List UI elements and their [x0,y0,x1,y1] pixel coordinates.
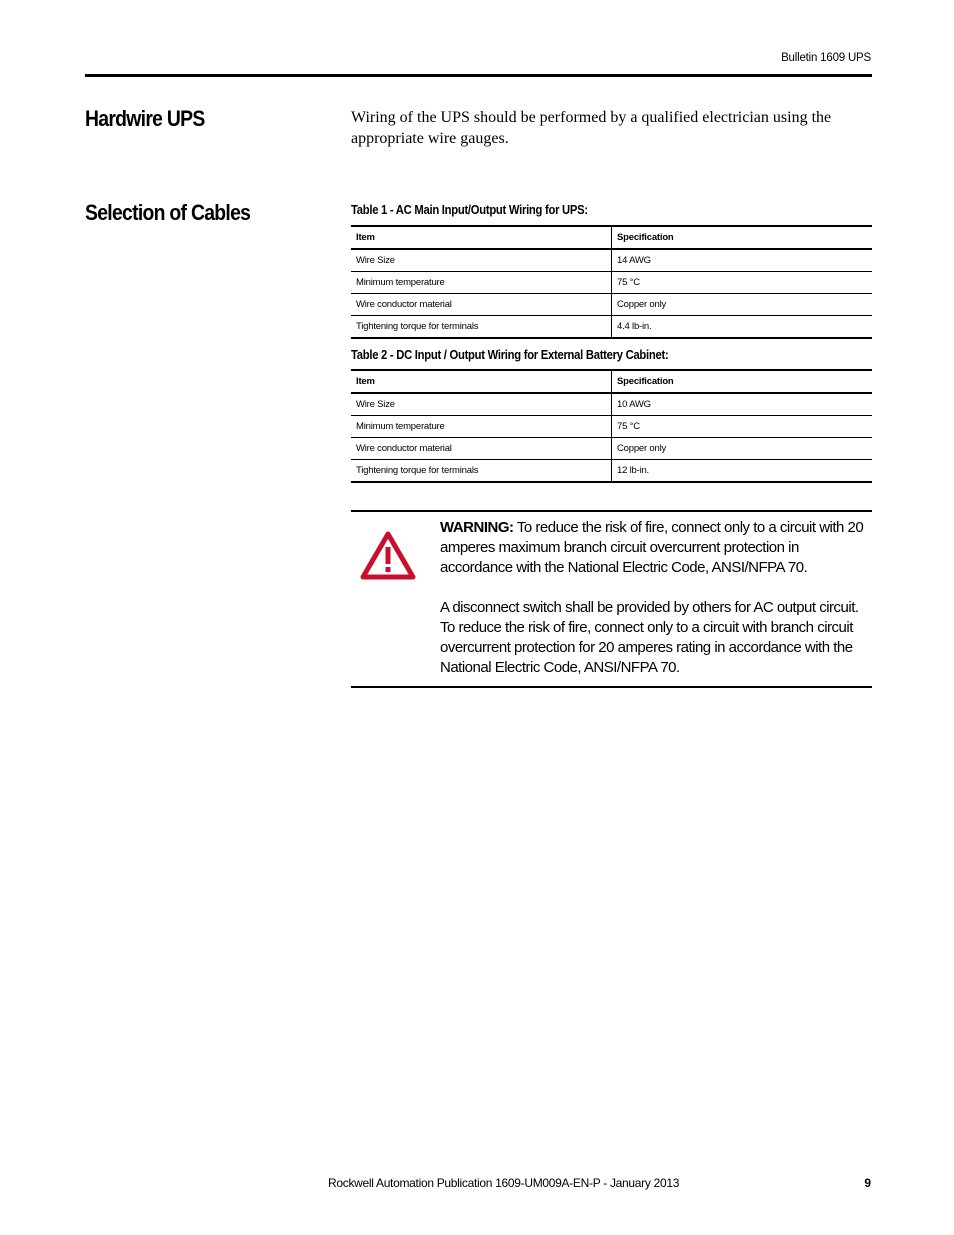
page-number: 9 [864,1176,871,1190]
table-row [351,249,872,272]
table-cell-item: Wire conductor material [351,294,612,316]
column-header-specification: Specification [612,370,873,393]
table-cell-spec: Copper only [612,438,873,460]
table-cell-item: Tightening torque for terminals [351,460,612,483]
running-header: Bulletin 1609 UPS [781,52,871,64]
section-title-hardwire: Hardwire UPS [85,106,205,131]
hardwire-paragraph: Wiring of the UPS should be performed by a qualified electrician using the appropriate wire gauges. [351,109,832,147]
table-cell-item: Wire conductor material [351,438,612,460]
warning-label: WARNING: [440,519,514,536]
table2 [351,369,872,483]
table-row [351,438,872,460]
column-header-specification: Specification [612,226,873,249]
table-row [351,393,872,416]
warning-callout [351,510,872,688]
table-row [351,416,872,438]
table-cell-spec: Copper only [612,294,873,316]
table-cell-spec: 12 lb-in. [612,460,873,483]
table-row [351,272,872,294]
table-cell-spec: 75 °C [612,416,873,438]
header-rule [85,74,872,77]
warning-paragraph-1 [440,518,870,578]
table-cell-spec: 14 AWG [612,249,873,272]
warning-text [440,518,870,678]
table1-caption: Table 1 - AC Main Input/Output Wiring for UPS: [351,203,588,217]
table1 [351,225,872,339]
warning-triangle-icon [360,530,416,580]
table-cell-spec: 75 °C [612,272,873,294]
publication-footer: Rockwell Automation Publication 1609-UM009A-EN-P - January 2013 [328,1176,680,1190]
table-cell-item: Wire Size [351,249,612,272]
table-row [351,294,872,316]
table-header-row [351,370,872,393]
table-row [351,460,872,483]
table-cell-item: Minimum temperature [351,416,612,438]
warning-paragraph-2: A disconnect switch shall be provided by others for AC output circuit. [440,599,859,616]
section-title-cables: Selection of Cables [85,200,251,225]
table2-caption: Table 2 - DC Input / Output Wiring for External Battery Cabinet: [351,348,669,362]
table-cell-item: Minimum temperature [351,272,612,294]
table-row [351,316,872,339]
table-cell-item: Wire Size [351,393,612,416]
column-header-item: Item [351,370,612,393]
table-header-row [351,226,872,249]
table-cell-spec: 4.4 lb-in. [612,316,873,339]
table-cell-spec: 10 AWG [612,393,873,416]
warning-message: To reduce the risk of fire, connect only to a circuit with 20 amperes maximum branch circuit overcurrent protection in accordance with the National Electric Code, ANSI/NFPA 70. [440,519,864,576]
column-header-item: Item [351,226,612,249]
table-cell-item: Tightening torque for terminals [351,316,612,339]
warning-paragraph-3: To reduce the risk of fire, connect only to a circuit with branch circuit overcurrent protection for 20 amperes rating in accordance with the National Electric Code, ANSI/NFPA 70. [440,619,853,676]
